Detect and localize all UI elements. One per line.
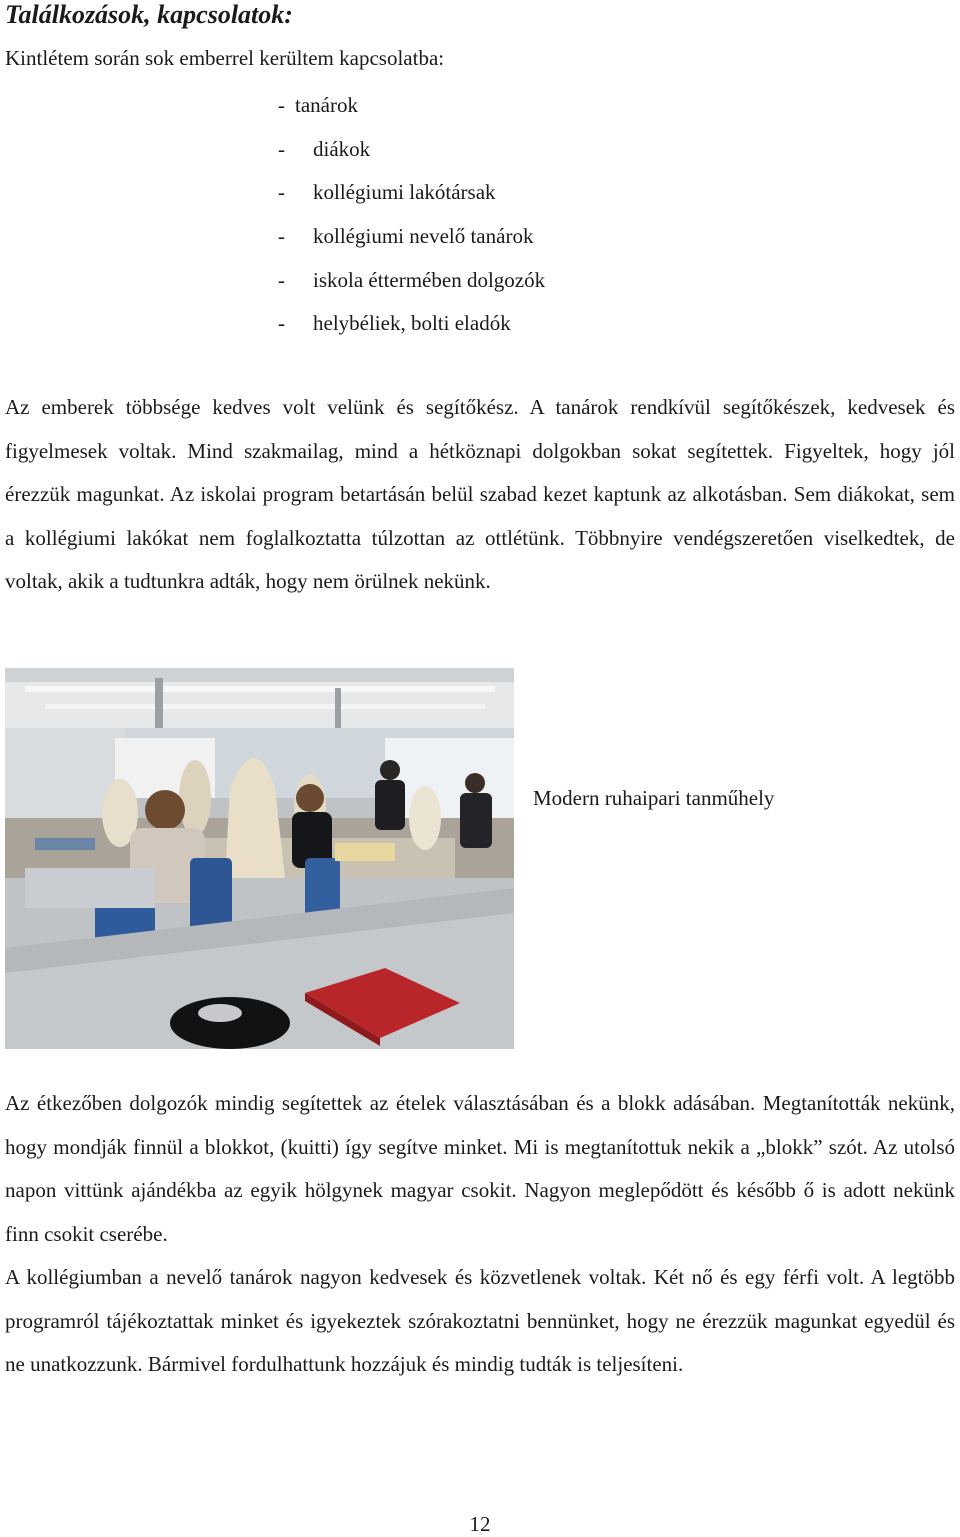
list-item: - iskola éttermében dolgozók bbox=[278, 267, 546, 292]
photo-caption: Modern ruhaipari tanműhely bbox=[533, 786, 775, 810]
contact-list bbox=[278, 88, 545, 350]
paragraph-dormitory: A kollégiumban a nevelő tanárok nagyon kedvesek és közvetlenek voltak. Két nő és egy férfi volt. A legtöbb programról tájékoztattak minket és igyekeztek szórakoztatni bennünket, hogy ne érezzük magunkat egyedül és ne unatkozzunk. Bármivel fordulhattunk hozzájuk és mindig tudták is teljesíteni. bbox=[5, 1265, 955, 1376]
paragraph-people: Az emberek többsége kedves volt velünk és segítőkész. A tanárok rendkívül segítőkészek, kedvesek és figyelmesek voltak. Mind szakmailag, mind a hétköznapi dolgokban sokat segítettek. Figyeltek, hogy jól érezzük magunkat. Az iskolai program betartásán belül szabad kezet kaptunk az alkotásban. Sem diákokat, sem a kollégiumi lakókat nem foglalkoztatta túlzottan az ottlétünk. Többnyire vendégszeretően viselkedtek, de voltak, akik a tudtunkra adták, hogy nem örülnek nekünk. bbox=[5, 395, 955, 593]
intro-text: Kintlétem során sok emberrel kerültem kapcsolatba: bbox=[5, 46, 445, 70]
paragraph-dining: Az étkezőben dolgozók mindig segítettek az ételek választásában és a blokk adásában. Megtanították nekünk, hogy mondják finnül a blokkot, (kuitti) így segítve minket. Mi is megtanítottuk nekik a „blokk” szót. Az utolsó napon vittünk ajándékba az egyik hölgynek magyar csokit. Nagyon meglepődött és később ő is adott nekünk finn csokit cserébe. bbox=[5, 1091, 955, 1246]
page-number: 12 bbox=[469, 1512, 491, 1536]
list-item: - diákok bbox=[278, 136, 371, 161]
list-item: - kollégiumi lakótársak bbox=[278, 180, 496, 205]
section-title: Találkozások, kapcsolatok: bbox=[5, 0, 293, 29]
list-item: - tanárok bbox=[278, 93, 358, 117]
workshop-photo bbox=[5, 668, 514, 1049]
list-item: - helybéliek, bolti eladók bbox=[278, 311, 511, 336]
list-item: - kollégiumi nevelő tanárok bbox=[278, 224, 534, 249]
